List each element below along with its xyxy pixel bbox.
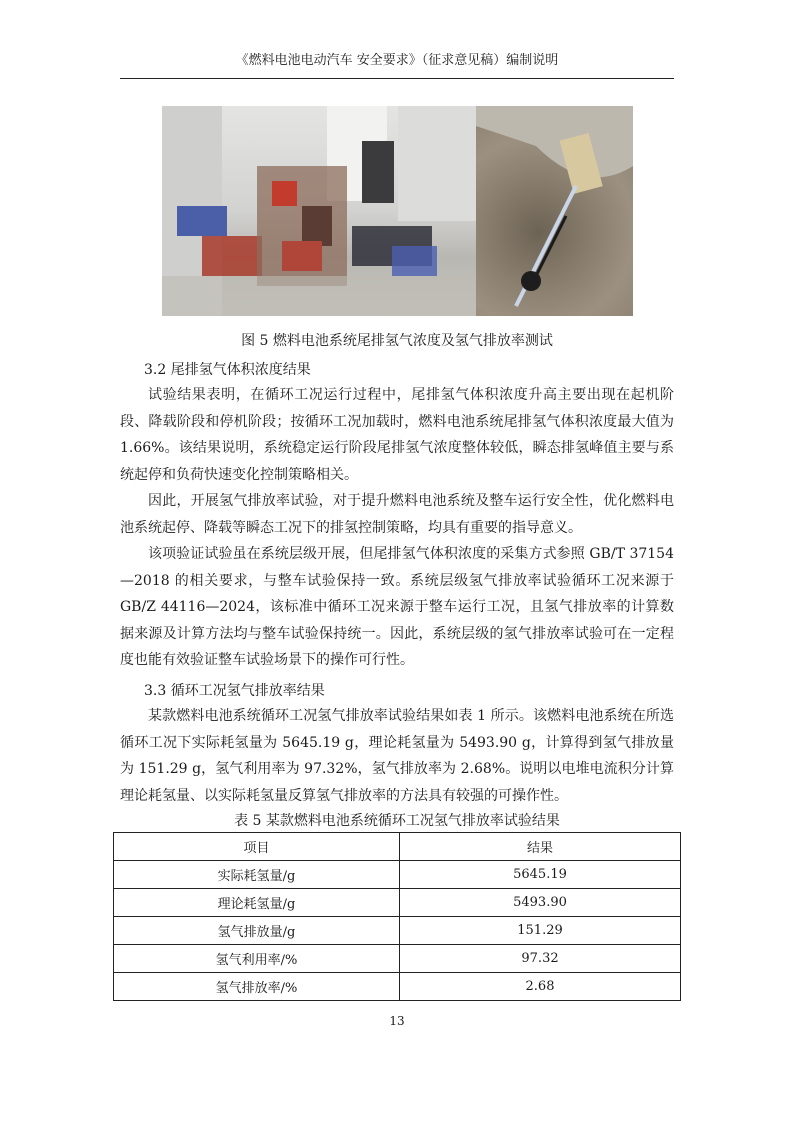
page-number: 13 <box>389 1014 405 1028</box>
section-3-3-paragraph-1: 某款燃料电池系统循环工况氢气排放率试验结果如表 1 所示。该燃料电池系统在所选循环工况下实际耗氢量为 5645.19 g，理论耗氢量为 5493.90 g，计算得到氢气排放量为 151.29 g，氢气利用率为 97.32%，氢气排放率为 2.68%。说明以电堆电流积分计算理论耗氢量、以实际耗氢量反算氢气排放率的方法具有较强的可操作性。 <box>120 708 674 804</box>
table-header-item: 项目 <box>114 833 400 861</box>
table-row <box>114 945 681 973</box>
page-header-text: 《燃料电池电动汽车 安全要求》（征求意见稿）编制说明 <box>235 53 559 68</box>
exhaust-hose-photo <box>476 106 633 316</box>
section-3-2-paragraph-1: 试验结果表明，在循环工况运行过程中，尾排氢气体积浓度升高主要出现在起机阶段、降载阶段和停机阶段；按循环工况加载时，燃料电池系统尾排氢气体积浓度最大值为 1.66%。该结果说明，系统稳定运行阶段尾排氢气浓度整体较低，瞬态排氢峰值主要与系统起停和负荷快速变化控制策略相关。 <box>120 387 674 483</box>
section-3-3-heading: 3.3 循环工况氢气排放率结果 <box>144 683 325 699</box>
section-3-2-heading: 3.2 尾排氢气体积浓度结果 <box>144 362 311 378</box>
table-cell-item: 理论耗氢量/g <box>114 889 400 917</box>
table-cell-item: 氢气利用率/% <box>114 945 400 973</box>
table-caption: 表 5 某款燃料电池系统循环工况氢气排放率试验结果 <box>234 813 560 829</box>
figure-caption: 图 5 燃料电池系统尾排氢气浓度及氢气排放率测试 <box>241 333 553 349</box>
results-table <box>113 832 681 1001</box>
exhaust-hose-illustration <box>476 106 633 316</box>
table-row <box>114 973 681 1001</box>
table-cell-value: 5645.19 <box>400 861 681 889</box>
section-3-2-paragraph-3: 该项验证试验虽在系统层级开展，但尾排氢气体积浓度的采集方式参照 GB/T 37154—2018 的相关要求，与整车试验保持一致。系统层级氢气排放率试验循环工况来源于 GB/Z 44116—2024，该标准中循环工况来源于整车运行工况，且氢气排放率的计算数据来源及计算方法均与整车试验保持统一。因此，系统层级的氢气排放率试验可在一定程度也能有效验证整车试验场景下的操作可行性。 <box>120 546 674 668</box>
table-cell-item: 氢气排放量/g <box>114 917 400 945</box>
table-cell-value: 151.29 <box>400 917 681 945</box>
table-row <box>114 861 681 889</box>
table-cell-value: 97.32 <box>400 945 681 973</box>
table-cell-value: 2.68 <box>400 973 681 1001</box>
page-header <box>120 50 674 79</box>
table-cell-value: 5493.90 <box>400 889 681 917</box>
test-bench-photo <box>162 106 476 316</box>
test-bench-illustration <box>162 106 476 316</box>
section-3-2-paragraph-2: 因此，开展氢气排放率试验，对于提升燃料电池系统及整车运行安全性，优化燃料电池系统起停、降载等瞬态工况下的排氢控制策略，均具有重要的指导意义。 <box>120 493 674 536</box>
table-header-row <box>114 833 681 861</box>
table-row <box>114 917 681 945</box>
table-cell-item: 实际耗氢量/g <box>114 861 400 889</box>
table-cell-item: 氢气排放率/% <box>114 973 400 1001</box>
table-header-result: 结果 <box>400 833 681 861</box>
table-row <box>114 889 681 917</box>
